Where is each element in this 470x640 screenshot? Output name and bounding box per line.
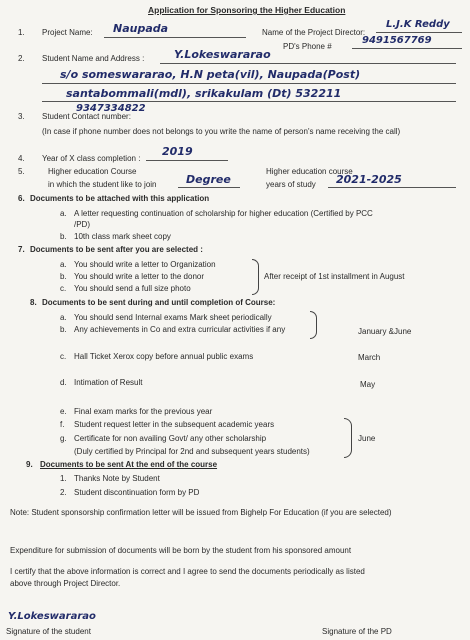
section8-item-letter: c. (60, 352, 67, 361)
contact-number-index: 3. (18, 112, 25, 121)
section7-note: After receipt of 1st installment in August (264, 272, 405, 281)
section8-heading: Documents to be sent during and until completion of Course: (42, 298, 276, 307)
contact-label: Student Contact number: (42, 112, 131, 121)
project-name-number: 1. (18, 28, 25, 37)
student-name-number: 2. (18, 54, 25, 63)
section7-item-letter: a. (60, 260, 67, 269)
student-name-label: Student Name and Address : (42, 54, 145, 63)
section7-item: You should send a full size photo (74, 284, 191, 293)
section7-item: You should write a letter to Organization (74, 260, 216, 269)
section6-item-letter: b. (60, 232, 67, 241)
course-number: 5. (18, 167, 25, 176)
section9-item: Thanks Note by Student (74, 474, 160, 483)
expenditure-note: Expenditure for submission of documents will be born by the student from his sponsored amount (10, 546, 352, 555)
sponsorship-note: Note: Student sponsorship confirmation letter will be issued from Bighelp For Education (if you are selected) (10, 508, 392, 517)
certify-line1: I certify that the above information is correct and I agree to send the documents periodically as listed (10, 567, 365, 576)
year-x-label: Year of X class completion : (42, 154, 141, 163)
section7-item: You should write a letter to the donor (74, 272, 205, 281)
section9-item-number: 1. (60, 474, 67, 483)
section8-item: Student request letter in the subsequent academic years (74, 420, 275, 429)
section7-item-letter: c. (60, 284, 67, 293)
section6-item-letter: a. (60, 209, 67, 218)
section8-item: Final exam marks for the previous year (74, 407, 213, 416)
section6-item-cont: /PD) (74, 220, 90, 229)
section6-item: 10th class mark sheet copy (74, 232, 171, 241)
section7-item-letter: b. (60, 272, 67, 281)
course-years-value: 2021-2025 (336, 173, 402, 186)
pd-phone-value: 9491567769 (362, 35, 432, 46)
section8-brace-ab (310, 311, 317, 339)
section8-time-efg: June (358, 434, 376, 443)
student-signature: Y.Lokeswararao (8, 611, 96, 622)
section8-brace-efg (344, 418, 352, 458)
course-label-line1: Higher education Course (48, 167, 137, 176)
section6-heading: Documents to be attached with this application (30, 194, 210, 203)
contact-note: (In case if phone number does not belongs to you write the name of person's name receiving the call) (42, 127, 401, 136)
section7-number: 7. (18, 245, 25, 254)
section8-item-letter: e. (60, 407, 67, 416)
page-title: Application for Sponsoring the Higher Education (148, 5, 346, 15)
section8-item: Any achievements in Co and extra curricular activities if any (74, 325, 286, 334)
section8-item: You should send Internal exams Mark sheet periodically (74, 313, 272, 322)
section8-item-letter: a. (60, 313, 67, 322)
section8-item-letter: d. (60, 378, 67, 387)
section8-time-ab: January &June (358, 327, 412, 336)
certify-line2: above through Project Director. (10, 579, 121, 588)
project-name-value: Naupada (113, 22, 169, 35)
pd-signature-label: Signature of the PD (322, 627, 392, 636)
address-line2: santabommali(mdl), srikakulam (Dt) 532211 (66, 87, 342, 100)
section7-brace (252, 259, 259, 295)
section8-item: Hall Ticket Xerox copy before annual public exams (74, 352, 254, 361)
section8-item: Intimation of Result (74, 378, 143, 387)
section7-heading: Documents to be sent after you are selected : (30, 245, 203, 254)
project-director-label: Name of the Project Director: (262, 28, 366, 37)
pd-phone-label: PD's Phone # (283, 42, 332, 51)
section8-item-letter: b. (60, 325, 67, 334)
section9-number: 9. (26, 460, 33, 469)
project-name-label: Project Name: (42, 28, 93, 37)
section8-time-c: March (358, 353, 381, 362)
student-signature-label: Signature of the student (6, 627, 91, 636)
address-line1: s/o someswararao, H.N peta(vil), Naupada(Post) (60, 68, 361, 81)
section8-item: Certificate for non availing Govt/ any other scholarship (74, 434, 267, 443)
year-x-value: 2019 (162, 145, 193, 158)
section8-item: (Duly certified by Principal for 2nd and subsequent years students) (74, 447, 310, 456)
student-name-value: Y.Lokeswararao (174, 48, 271, 61)
section8-item-letter: g. (60, 434, 67, 443)
section9-item: Student discontinuation form by PD (74, 488, 200, 497)
course-years-label-line2: years of study (266, 180, 316, 189)
project-director-value: L.J.K Reddy (386, 19, 450, 30)
section8-item-letter: f. (60, 420, 65, 429)
year-x-number: 4. (18, 154, 25, 163)
section8-time-d: May (360, 380, 376, 389)
course-label-line2: in which the student like to join (48, 180, 157, 189)
section9-heading: Documents to be sent At the end of the course (40, 460, 218, 469)
course-value: Degree (186, 173, 231, 186)
section6-number: 6. (18, 194, 25, 203)
section6-item: A letter requesting continuation of scholarship for higher education (Certified by PCC (74, 209, 373, 218)
contact-value: 9347334822 (76, 103, 146, 114)
section8-number: 8. (30, 298, 37, 307)
section9-item-number: 2. (60, 488, 67, 497)
course-years-label-line1: Higher education course (266, 167, 353, 176)
